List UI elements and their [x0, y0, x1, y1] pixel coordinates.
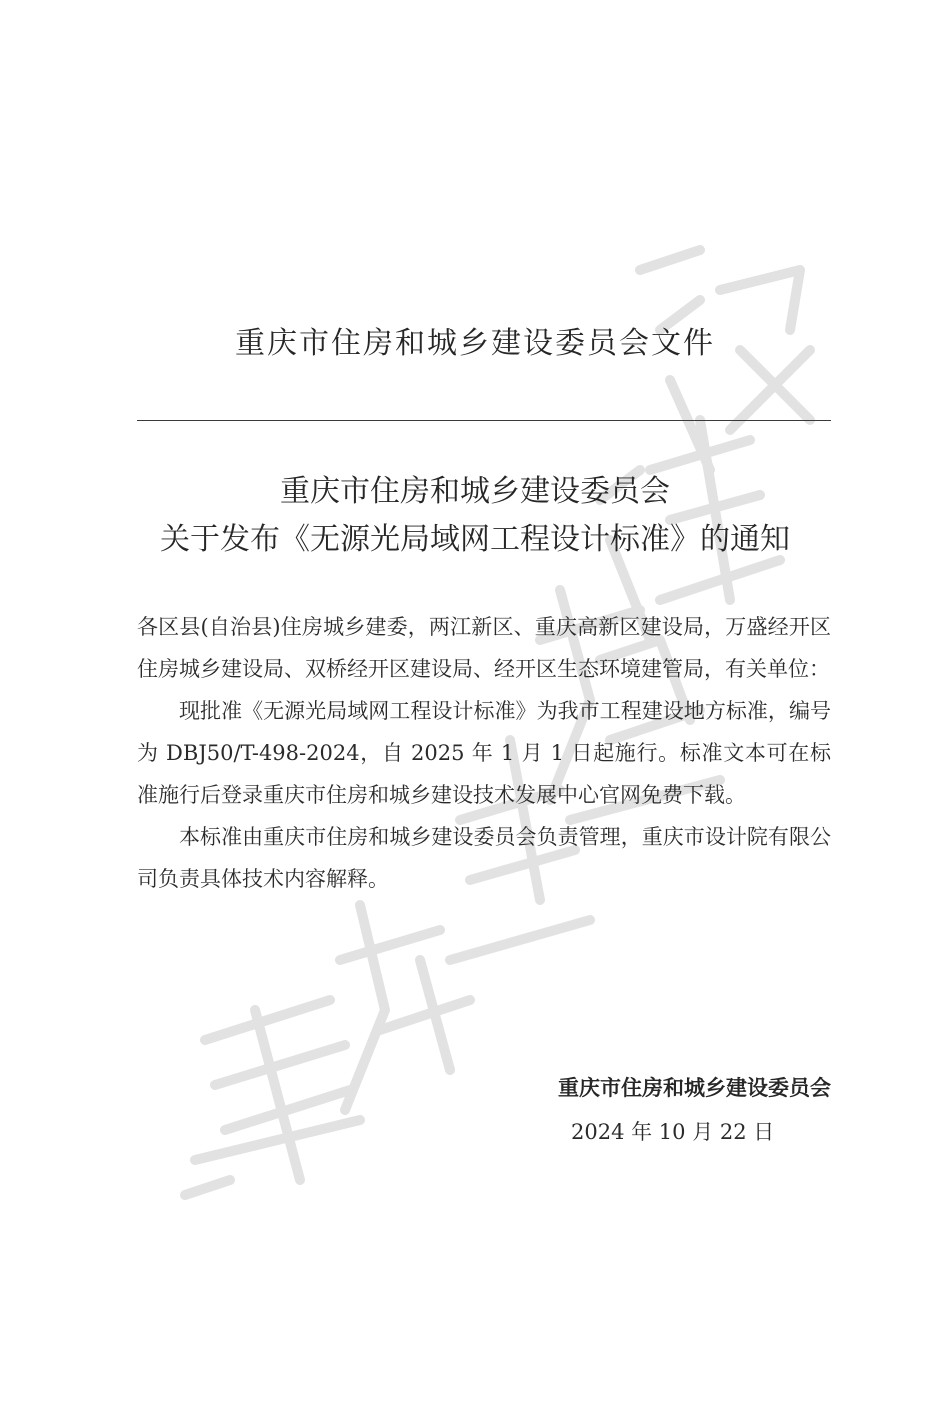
body-paragraph-approval: 现批准《无源光局域网工程设计标准》为我市工程建设地方标准，编号为 DBJ50/T-498-2024，自 2025 年 1 月 1 日起施行。标准文本可在标准施行后登录重庆市住房和城乡建设技术发展中心官网免费下载。 [137, 699, 831, 807]
notice-title-line-2: 关于发布《无源光局域网工程设计标准》的通知 [160, 522, 790, 557]
issue-date: 2024 年 10 月 22 日 [571, 1120, 775, 1144]
letterhead-title: 重庆市住房和城乡建设委员会文件 [235, 326, 715, 361]
body-paragraph-management: 本标准由重庆市住房和城乡建设委员会负责管理，重庆市设计院有限公司负责具体技术内容解释。 [137, 825, 831, 891]
notice-title [0, 468, 950, 564]
letterhead-divider [137, 420, 831, 421]
notice-title-line-1: 重庆市住房和城乡建设委员会 [280, 474, 670, 509]
addressees: 各区县(自治县)住房城乡建委，两江新区、重庆高新区建设局，万盛经开区住房城乡建设局、双桥经开区建设局、经开区生态环境建管局，有关单位： [137, 615, 831, 681]
notice-body [137, 606, 831, 900]
issuer-signature: 重庆市住房和城乡建设委员会 [558, 1076, 831, 1100]
